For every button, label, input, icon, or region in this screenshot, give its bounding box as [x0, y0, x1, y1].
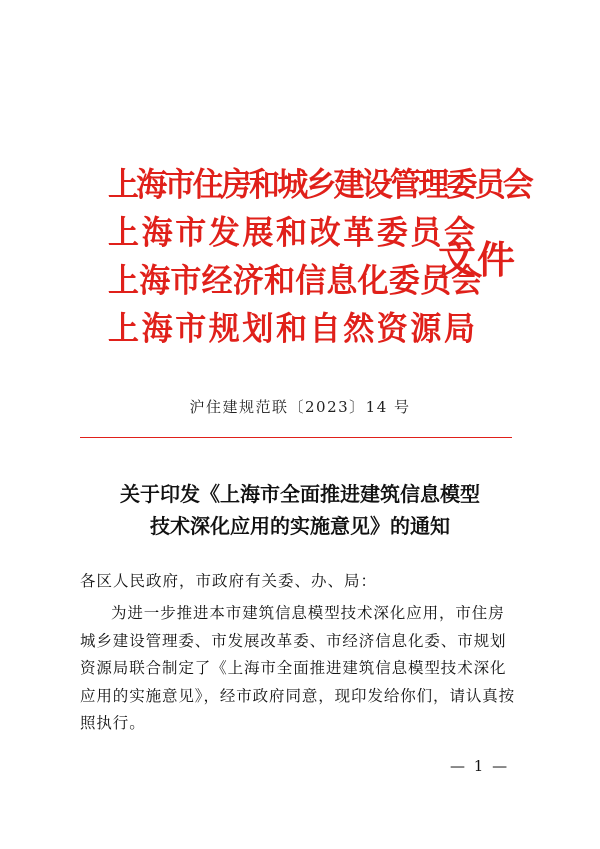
issuing-authorities-header — [108, 164, 548, 374]
issuer-housing-construction-commission: 上海市住房和城乡建设管理委员会 — [108, 166, 531, 204]
body-line: 应用的实施意见》，经市政府同意，现印发给你们，请认真按 — [80, 686, 516, 705]
salutation: 各区人民政府，市政府有关委、办、局： — [80, 572, 378, 590]
red-divider-line — [80, 437, 512, 438]
issuer-economy-informatization-commission: 上海市经济和信息化委员会 — [108, 262, 483, 300]
body-line: 照执行。 — [80, 714, 146, 732]
page-number: — 1 — — [450, 757, 510, 775]
document-title-line: 技术深化应用的实施意见》的通知 — [150, 514, 450, 538]
document-number: 沪住建规范联〔2023〕14 号 — [189, 398, 411, 416]
document-type-label: 文件 — [438, 238, 517, 282]
body-line: 城乡建设管理委、市发展改革委、市经济信息化委、市规划 — [80, 631, 507, 650]
document-title-line: 关于印发《上海市全面推进建筑信息模型 — [120, 482, 480, 506]
issuer-development-reform-commission: 上海市发展和改革委员会 — [108, 214, 478, 252]
issuer-planning-natural-resources-bureau: 上海市规划和自然资源局 — [108, 310, 478, 348]
body-line: 资源局联合制定了《上海市全面推进建筑信息模型技术深化 — [80, 659, 507, 677]
body-line: 为进一步推进本市建筑信息模型技术深化应用，市住房 — [111, 604, 505, 622]
document-title — [0, 478, 600, 542]
body-paragraph — [80, 600, 530, 738]
